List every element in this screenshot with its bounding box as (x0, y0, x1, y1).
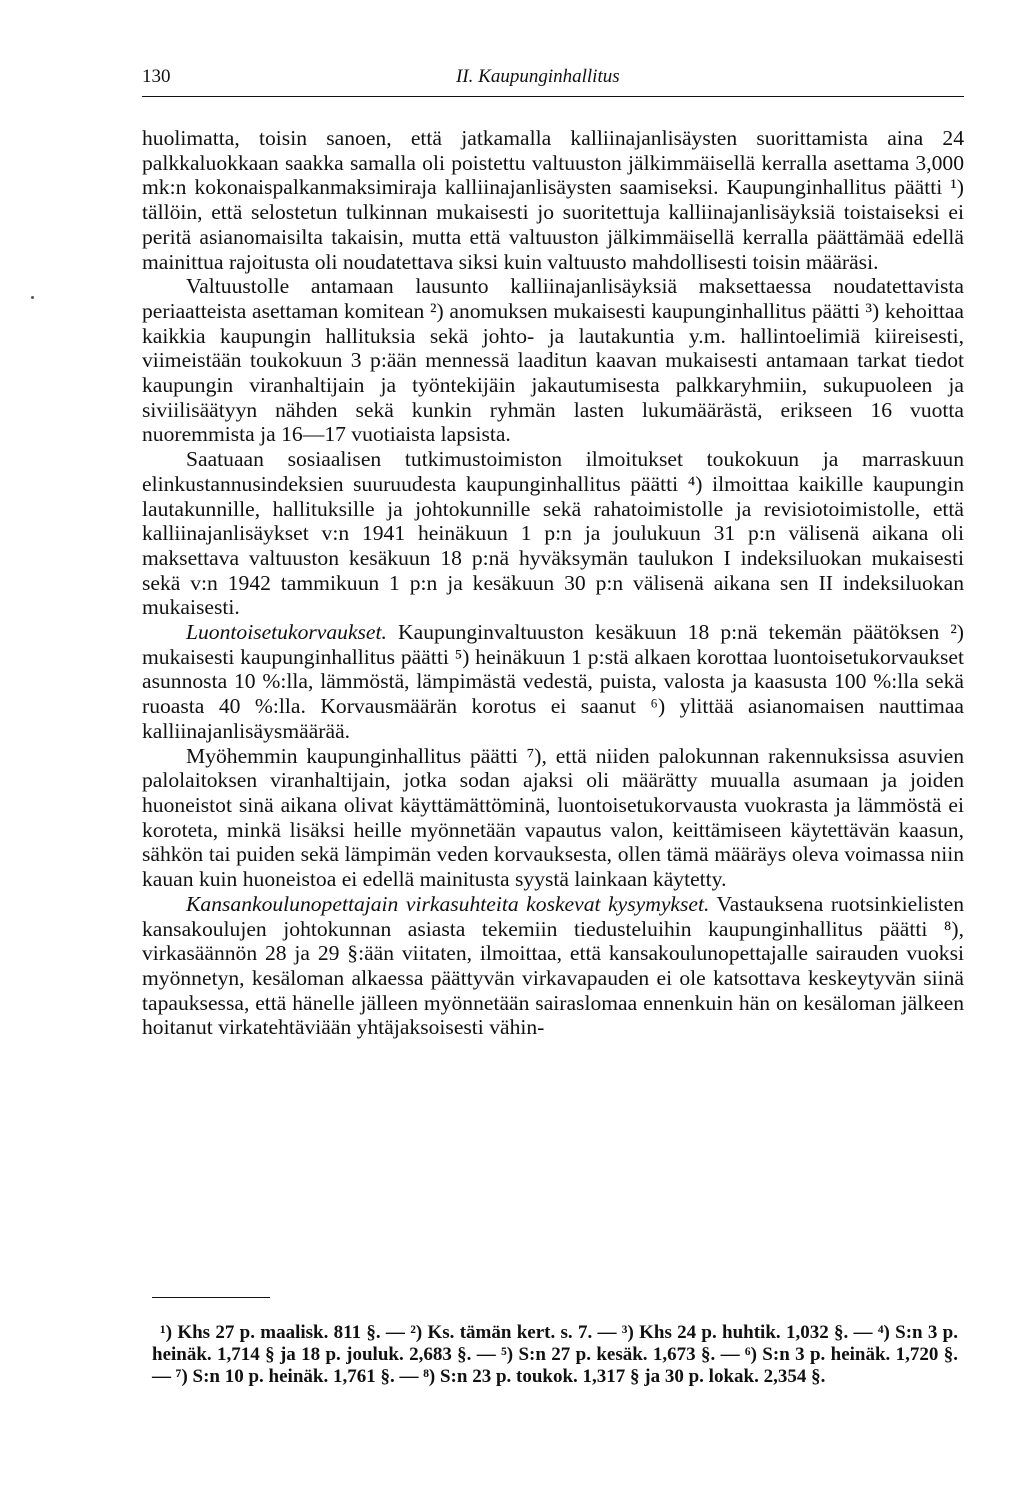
body-text (142, 126, 964, 1040)
paragraph-continuation: huolimatta, toisin sanoen, että jatkamalla kalliinajanlisäysten suorittamista aina 24 palkkaluokkaan saakka samalla oli poistettu valtuuston jälkimmäisellä kerralla asettama 3,000 mk:n kokonaispalkanmaksimiraja kalliinajanlisäysten saamiseksi. Kaupunginhallitus päätti ¹) tällöin, että selostetun tulkinnan mukaisesti jo suoritettuja kalliinajanlisäyksiä toistaiseksi ei peritä asianomaisilta takaisin, mutta että valtuuston jälkimmäisellä kerralla päättämää edellä mainittua rajoitusta oli noudatettava siksi kuin valtuusto mahdollisesti toisin määräsi. (142, 126, 964, 274)
paragraph-teachers-text: Vastauksena ruotsinkielisten kansakoulujen johtokunnan asiasta tekemiin tiedusteluihin kaupunginhallitus päätti ⁸), virkasäännön 28 ja 29 §:ään viitaten, ilmoittaa, että kansakoulunopettajalle sairauden vuoksi myönnetyn, kesäloman alkaessa päättyvän virkavapauden ei ole katsottava keskeytyvän siinä tapauksessa, että hänelle jälleen myönnetään sairaslomaa ennenkuin hän on kesäloman jälkeen hoitanut virkatehtäviään yhtäjaksoisesti vähin- (142, 891, 964, 1040)
margin-speck (31, 296, 34, 299)
paragraph-benefits (142, 620, 964, 744)
footnote-rule (152, 1297, 270, 1298)
running-title: II. Kaupunginhallitus (456, 66, 620, 87)
section-heading-teachers: Kansankoulunopettajain virkasuhteita koskevat kysymykset. (186, 891, 710, 916)
footnotes: ¹) Khs 27 p. maalisk. 811 §. — ²) Ks. tämän kert. s. 7. — ³) Khs 24 p. huhtik. 1,032 §. — ⁴) S:n 3 p. heinäk. 1,714 § ja 18 p. jouluk. 2,683 §. — ⁵) S:n 27 p. kesäk. 1,673 §. — ⁶) S:n 3 p. heinäk. 1,720 §. — ⁷) S:n 10 p. heinäk. 1,761 §. — ⁸) S:n 23 p. toukok. 1,317 § ja 30 p. lokak. 2,354 §. (152, 1322, 958, 1387)
section-heading-benefits: Luontoisetukorvaukset. (186, 620, 387, 645)
paragraph-benefits-text: Kaupunginvaltuuston kesäkuun 18 p:nä tekemän päätöksen ²) mukaisesti kaupunginhallitus päätti ⁵) heinäkuun 1 p:stä alkaen korottaa luontoisetukorvaukset asunnosta 10 %:lla, lämmöstä, lämpimästä vedestä, puista, valosta ja kaasusta 100 %:lla sekä ruoasta 40 %:lla. Korvausmäärän korotus ei saanut ⁶) ylittää asianomaisen nauttimaa kalliinajanlisäysmäärää. (142, 620, 964, 743)
paragraph-committee: Valtuustolle antamaan lausunto kalliinajanlisäyksiä maksettaessa noudatettavista periaatteista asettaman komitean ²) anomuksen mukaisesti kaupunginhallitus päätti ³) kehoittaa kaikkia kaupungin hallituksia sekä johto- ja lautakuntia y.m. hallintoelimiä kiireisesti, viimeistään toukokuun 3 p:ään mennessä laaditun kaavan mukaisesti antamaan tarkat tiedot kaupungin viranhaltijain ja työntekijäin jakautumisesta palkkaryhmiin, sukupuoleen ja siviilisäätyyn nähden sekä kunkin ryhmän lasten lukumäärästä, erikseen 16 vuotta nuoremmista ja 16—17 vuotiaista lapsista. (142, 274, 964, 447)
header-rule (142, 96, 964, 97)
paragraph-index-classes: Saatuaan sosiaalisen tutkimustoimiston ilmoitukset toukokuun ja marraskuun elinkustannusindeksien suuruudesta kaupunginhallitus päätti ⁴) ilmoittaa kaikille kaupungin lautakunnille, hallituksille ja johtokunnille sekä rahatoimistolle ja revisiotoimistolle, että kalliinajanlisäykset v:n 1941 heinäkuun 1 p:n ja joulukuun 31 p:n välisenä aikana oli maksettava valtuuston kesäkuun 18 p:nä hyväksymän taulukon I indeksiluokan mukaisesti sekä v:n 1942 tammikuun 1 p:n ja kesäkuun 30 p:n välisenä aikana sen II indeksiluokan mukaisesti. (142, 447, 964, 620)
page-header (142, 66, 964, 92)
paragraph-teachers (142, 892, 964, 1040)
paragraph-fire-department: Myöhemmin kaupunginhallitus päätti ⁷), että niiden palokunnan rakennuksissa asuvien palolaitoksen viranhaltijain, jotka sodan ajaksi oli määrätty muualla asumaan ja joiden huoneistot sinä aikana olivat käyttämättöminä, luontoisetukorvausta vuokrasta ja lämmöstä ei koroteta, minkä lisäksi heille myönnetään vapautus valon, keittämiseen käytettävän kaasun, sähkön tai puiden sekä lämpimän veden korvauksesta, ollen tämä määräys oleva voimassa niin kauan kuin huoneistoa ei edellä mainitusta syystä lainkaan käytetty. (142, 743, 964, 892)
page-number: 130 (142, 66, 171, 87)
